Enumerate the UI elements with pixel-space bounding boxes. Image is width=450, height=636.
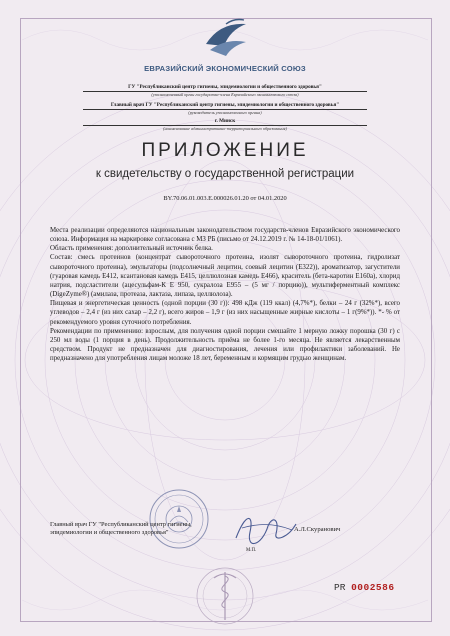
serial-number [334, 582, 395, 593]
chief-caption: (руководитель уполномоченного органа) [188, 110, 262, 115]
chief-name: Главный врач ГУ "Республиканский центр гигиены, эпидемиологии и общественного здоровья" [110, 102, 340, 108]
signer-title: Главный врач ГУ "Республиканский центр гигиены, эпидемиологии и общественного здоровья" [50, 521, 192, 537]
official-stamp [148, 488, 210, 550]
authority-caption: (уполномоченный орган государства-члена Евразийского экономического союза) [151, 92, 299, 97]
union-name: ЕВРАЗИЙСКИЙ ЭКОНОМИЧЕСКИЙ СОЮЗ [144, 64, 306, 73]
body-paragraph-composition: Состав: смесь протеинов (концентрат сывороточного протеина, изолят сывороточного протеина, гидролизат сывороточного протеина), эмульгаторы (подсолнечный лецитин, соевый лецитин (E322)), ароматизатор, загустители (гуаровая камедь E412, ксантановая камедь E415, целлюлозная камедь E466), краситель (бета-каротин E160a), хлорид натрия, подсластители (ацесульфам-К E 950, сукралоза E955 – (5 мг / порцию)), мультиферментный комплекс (DigeZyme®) (амилаза, протеаза, лактаза, липаза, целлюлоза). [50, 254, 400, 299]
city-name: г. Минск [214, 118, 236, 124]
body-paragraph-scope: Область применения: дополнительный источник белка. [50, 245, 213, 253]
authority-name: ГУ "Республиканский центр гигиены, эпидемиологии и общественного здоровья" [128, 84, 322, 90]
document-title: ПРИЛОЖЕНИЕ [141, 140, 309, 161]
body-paragraph-usage: Рекомендации по применению: взрослым, для получения одной порции смешайте 1 мерную ложку порошка (30 г) с 250 мл воды (1 порция в день). Продолжительность приёма не более 1-го месяца. Не является лекарственным средством. Продукт не предназначен для диагностирования, лечения или профилактики заболеваний. Не предназначено для употребления лицам моложе 18 лет, беременным и кормящим грудью женщинам. [50, 327, 400, 363]
serial-digits: 0002586 [351, 582, 395, 593]
document-body [50, 226, 400, 363]
city-caption: (наименование административно-территориального образования) [163, 126, 287, 131]
signer-name: А.Л.Скуранович [294, 526, 341, 533]
eaeu-logo [200, 16, 252, 60]
registration-number: BY.70.06.01.003.E.000026.01.20 от 04.01.2020 [163, 195, 287, 202]
serial-prefix: PR [334, 582, 346, 593]
body-paragraph-places: Места реализации определяются национальным законодательством государств-членов Евразийского экономического союза. Информация на маркировке согласована с МЗ РБ (письмо от 24.12.2019 г. № 14-18-01/1061). [50, 227, 400, 244]
stamp-place-mark: М.П. [246, 548, 257, 553]
caduceus-watermark [188, 560, 262, 626]
handwritten-signature [232, 508, 300, 548]
document-subtitle: к свидетельству о государственной регистрации [95, 168, 355, 180]
body-paragraph-nutrition: Пищевая и энергетическая ценность (одной порции (30 г)): 498 кДж (119 ккал) (4,7%*), белки – 24 г (32%*), всего углеводов – 2,4 г (из них сахар – 2,2 г), всего жиров – 1,9 г (из них насыщенные жирные кислоты – 1 г(9%*)). *- % от рекомендуемого уровня суточного потребления. [50, 300, 400, 326]
